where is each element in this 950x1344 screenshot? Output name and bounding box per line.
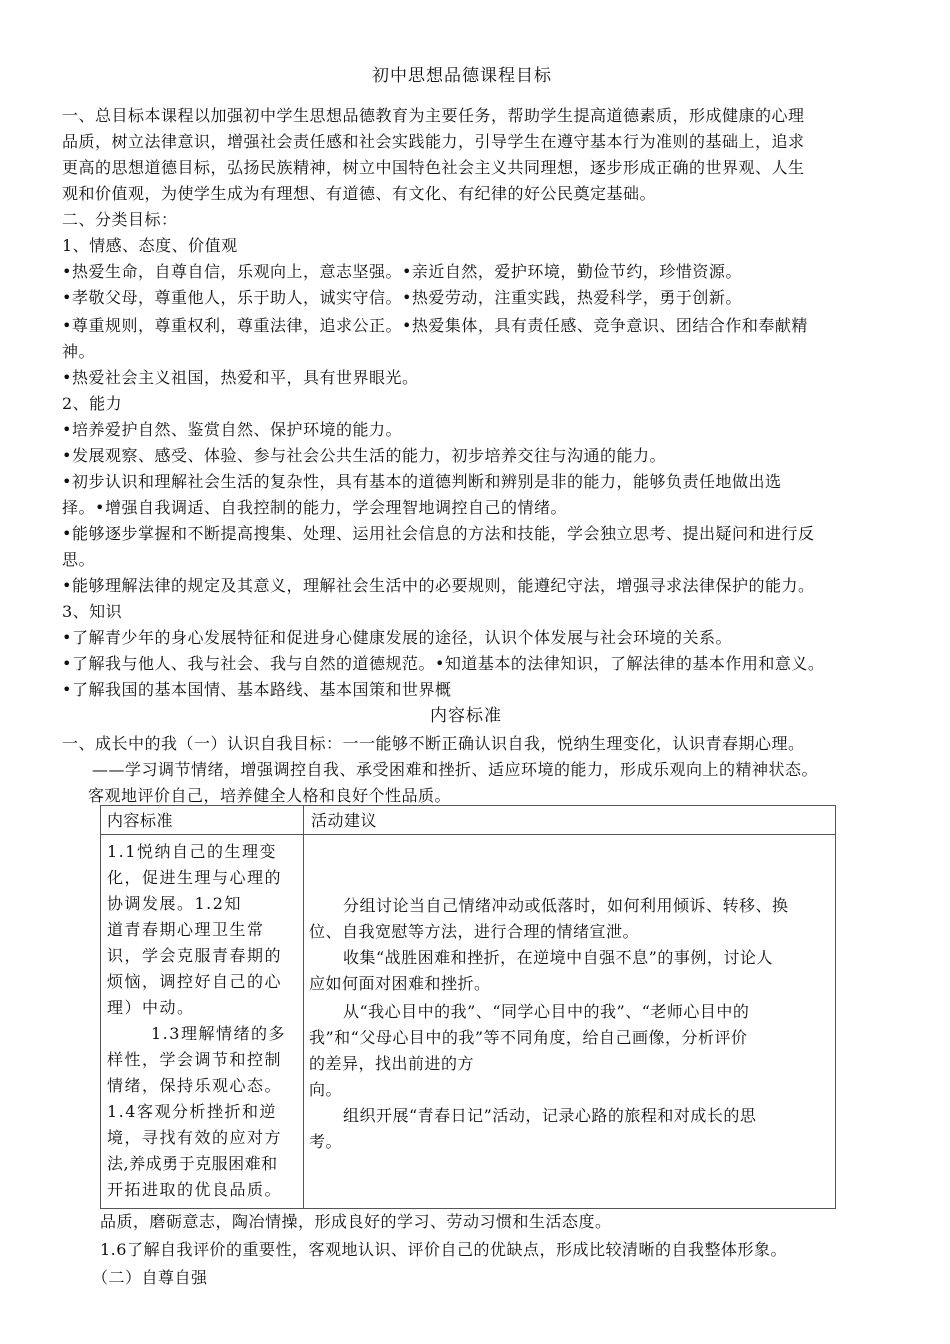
attitude-bullet-1: •热爱生命，自尊自信，乐观向上，意志坚强。•亲近自然，爱护环境，勤俭节约，珍惜资源。 (62, 262, 742, 281)
table-header-divider (101, 834, 835, 835)
activity-cell-line-7: 的差异，找出前进的方 (309, 1054, 475, 1073)
content-standards-heading: 内容标准 (430, 706, 502, 726)
overall-goal-line-1: 一、总目标本课程以加强初中学生思想品德教育为主要任务，帮助学生提高道德素质，形成健康的心理 (62, 106, 805, 125)
standards-cell-line-2: 化，促进生理与心理的 (107, 868, 283, 887)
standards-cell-line-9: 样性，学会调节和控制 (107, 1050, 283, 1069)
ability-bullet-4: •能够逐步掌握和不断提高搜集、处理、运用社会信息的方法和技能，学会独立思考、提出疑问和进行反 (62, 524, 815, 543)
ability-bullet-4-cont: 思。 (62, 550, 96, 569)
standards-cell-line-12: 境，寻找有效的应对方 (107, 1128, 283, 1147)
attitude-bullet-4: •热爱社会主义祖国，热爱和平，具有世界眼光。 (62, 368, 419, 387)
table-column-divider (303, 806, 304, 1208)
content-intro-line-2: ——学习调节情绪，增强调控自我、承受困难和挫折、适应环境的能力，形成乐观向上的精神状态。 (92, 760, 819, 779)
activity-cell-line-9: 组织开展“青春日记”活动，记录心路的旅程和对成长的思 (343, 1106, 757, 1125)
standards-cell-line-6: 烦恼，调控好自己的心 (107, 972, 283, 991)
document-title: 初中思想品德课程目标 (372, 66, 552, 86)
attitude-bullet-3: •尊重规则，尊重权利，尊重法律，追求公正。•热爱集体，具有责任感、竞争意识、团结合作和奉献精 (62, 316, 808, 335)
standards-cell-line-5: 识，学会克服青春期的 (107, 946, 283, 965)
ability-bullet-2: •发展观察、感受、体验、参与社会公共生活的能力，初步培养交往与沟通的能力。 (62, 446, 666, 465)
standards-cell-line-10: 情绪，保持乐观心态。 (107, 1076, 283, 1095)
subheading-abilities: 2、能力 (62, 394, 123, 413)
table-header-standards: 内容标准 (107, 811, 174, 830)
overall-goal-line-4: 观和价值观，为使学生成为有理想、有道德、有文化、有纪律的好公民奠定基础。 (62, 184, 657, 203)
content-intro-line-1: 一、成长中的我（一）认识自我目标：一一能够不断正确认识自我，悦纳生理变化，认识青春期心理。 (62, 734, 805, 753)
standards-cell-line-3: 协调发展。1.2知 (107, 894, 242, 913)
section-heading-self-respect: （二）自尊自强 (92, 1268, 208, 1287)
activity-cell-line-6: 我”和“父母心目中的我”等不同角度，给自己画像，分析评价 (309, 1028, 748, 1047)
standards-table (100, 805, 836, 1209)
after-table-line-2: 1.6了解自我评价的重要性，客观地认识、评价自己的优缺点，形成比较清晰的自我整体形象。 (100, 1240, 787, 1259)
overall-goal-line-2: 品质，树立法律意识，增强社会责任感和社会实践能力，引导学生在遵守基本行为准则的基础上，追求 (62, 132, 805, 151)
standards-cell-line-14: 开拓进取的优良品质。 (107, 1180, 283, 1199)
activity-cell-line-4: 应如何面对困难和挫折。 (309, 974, 491, 993)
activity-cell-line-1: 分组讨论当自己情绪冲动或低落时，如何利用倾诉、转移、换 (343, 896, 789, 915)
table-header-activities: 活动建议 (311, 811, 378, 830)
knowledge-bullet-3: •了解我国的基本国情、基本路线、基本国策和世界概 (62, 680, 452, 699)
ability-bullet-3-cont: 择。•增强自我调适、自我控制的能力，学会理智地调控自己的情绪。 (62, 498, 567, 517)
activity-cell-line-5: 从“我心目中的我”、“同学心目中的我”、“老师心目中的 (343, 1002, 750, 1021)
activity-cell-line-8: 向。 (309, 1080, 343, 1099)
subheading-knowledge: 3、知识 (62, 602, 123, 621)
knowledge-bullet-1: •了解青少年的身心发展特征和促进身心健康发展的途径，认识个体发展与社会环境的关系。 (62, 628, 732, 647)
content-intro-line-3: 客观地评价自己，培养健全人格和良好个性品质。 (88, 786, 452, 805)
standards-cell-line-1: 1.1悦纳自己的生理变 (107, 842, 277, 861)
overall-goal-line-3: 更高的思想道德目标，弘扬民族精神，树立中国特色社会主义共同理想，逐步形成正确的世界观、人生 (62, 158, 805, 177)
activity-cell-line-2: 位、自我宽慰等方法，进行合理的情绪宣泄。 (309, 922, 640, 941)
attitude-bullet-2: •孝敬父母，尊重他人，乐于助人，诚实守信。•热爱劳动，注重实践，热爱科学，勇于创新。 (62, 288, 742, 307)
after-table-line-1: 品质，磨砺意志，陶冶情操，形成良好的学习、劳动习惯和生活态度。 (100, 1212, 612, 1231)
standards-cell-line-11: 1.4客观分析挫折和逆 (107, 1102, 277, 1121)
ability-bullet-3: •初步认识和理解社会生活的复杂性，具有基本的道德判断和辨别是非的能力，能够负责任地做出选 (62, 472, 782, 491)
ability-bullet-5: •能够理解法律的规定及其意义，理解社会生活中的必要规则，能遵纪守法，增强寻求法律保护的能力。 (62, 576, 815, 595)
subheading-attitudes: 1、情感、态度、价值观 (62, 236, 238, 255)
activity-cell-line-3: 收集“战胜困难和挫折，在逆境中自强不息”的事例，讨论人 (343, 948, 773, 967)
standards-cell-line-4: 道青春期心理卫生常 (107, 920, 265, 939)
attitude-bullet-3-cont: 神。 (62, 342, 96, 361)
activity-cell-line-10: 考。 (309, 1132, 343, 1151)
ability-bullet-1: •培养爱护自然、鉴赏自然、保护环境的能力。 (62, 420, 402, 439)
standards-cell-line-7: 理）中动。 (107, 998, 195, 1017)
knowledge-bullet-2: •了解我与他人、我与社会、我与自然的道德规范。•知道基本的法律知识，了解法律的基本作用和意义。 (62, 654, 825, 673)
section-heading-categories: 二、分类目标： (62, 210, 178, 229)
standards-cell-line-13: 法,养成勇于克服困难和 (107, 1154, 278, 1173)
standards-cell-line-8: 1.3理解情绪的多 (151, 1024, 286, 1043)
